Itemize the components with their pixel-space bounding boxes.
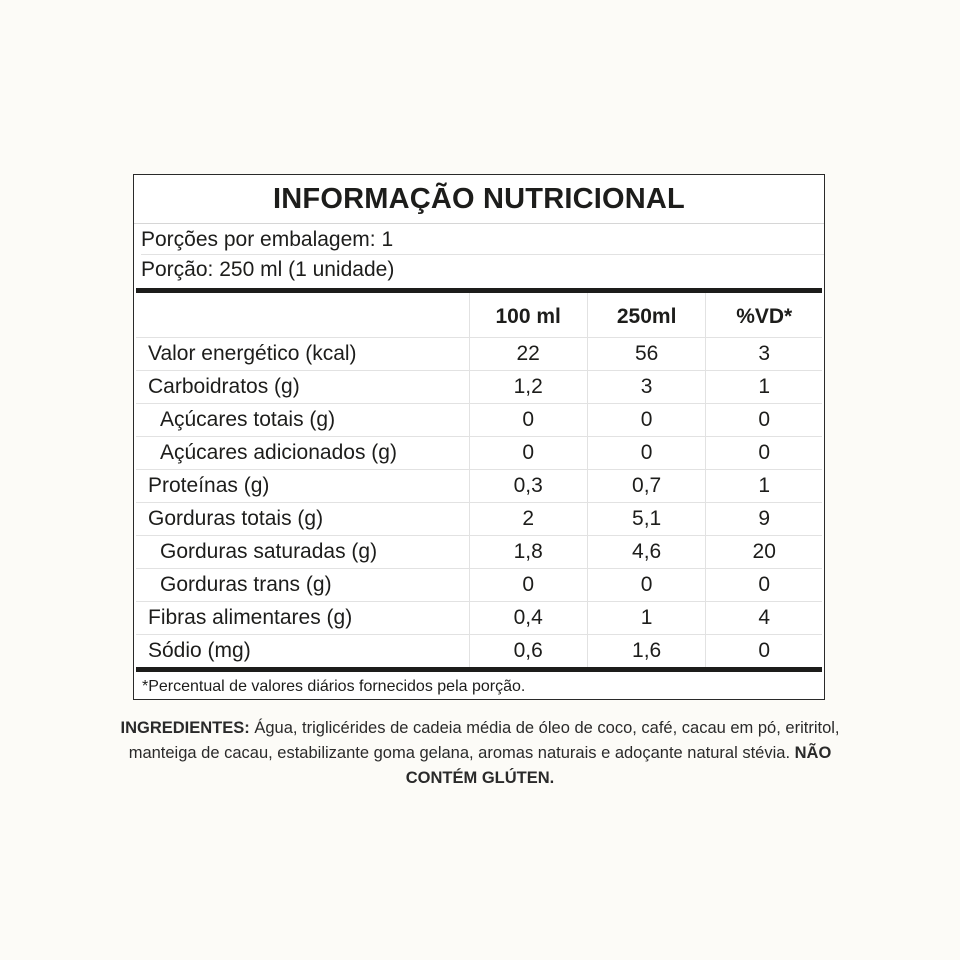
value-100ml: 1,2 — [469, 371, 587, 404]
value-250ml: 3 — [587, 371, 706, 404]
nutrient-name: Valor energético (kcal) — [136, 338, 469, 371]
footnote: *Percentual de valores diários fornecidos pela porção. — [142, 678, 526, 695]
nutrient-name: Gorduras totais (g) — [136, 503, 469, 536]
value-vd: 0 — [706, 635, 822, 668]
value-100ml: 0 — [469, 569, 587, 602]
header-250ml: 250ml — [587, 293, 706, 338]
nutrient-name: Gorduras saturadas (g) — [136, 536, 469, 569]
nutrition-table — [136, 293, 822, 667]
value-100ml: 0,6 — [469, 635, 587, 668]
value-vd: 20 — [706, 536, 822, 569]
value-vd: 9 — [706, 503, 822, 536]
table-row — [136, 338, 822, 371]
value-100ml: 22 — [469, 338, 587, 371]
value-100ml: 0 — [469, 437, 587, 470]
table-row — [136, 437, 822, 470]
value-vd: 3 — [706, 338, 822, 371]
value-100ml: 0 — [469, 404, 587, 437]
value-250ml: 0 — [587, 569, 706, 602]
ingredients-label: INGREDIENTES: — [120, 719, 250, 737]
value-250ml: 56 — [587, 338, 706, 371]
table-row — [136, 602, 822, 635]
value-100ml: 0,3 — [469, 470, 587, 503]
value-100ml: 0,4 — [469, 602, 587, 635]
value-250ml: 1,6 — [587, 635, 706, 668]
nutrient-name: Sódio (mg) — [148, 639, 251, 662]
value-vd: 4 — [706, 602, 822, 635]
nutrient-name: Açúcares totais (g) — [136, 404, 469, 437]
value-250ml: 5,1 — [587, 503, 706, 536]
header-blank — [136, 293, 469, 338]
value-250ml: 0 — [587, 404, 706, 437]
value-100ml: 1,8 — [469, 536, 587, 569]
table-row — [136, 635, 822, 668]
value-250ml: 4,6 — [587, 536, 706, 569]
value-250ml: 0,7 — [587, 470, 706, 503]
table-header-row — [136, 293, 822, 338]
nutrient-name: Fibras alimentares (g) — [136, 602, 469, 635]
nutrient-name: Açúcares adicionados (g) — [136, 437, 469, 470]
value-vd: 0 — [706, 437, 822, 470]
header-vd: %VD* — [706, 293, 822, 338]
nutrient-name: Proteínas (g) — [136, 470, 469, 503]
portion-info — [134, 224, 824, 285]
value-vd: 0 — [706, 404, 822, 437]
label-title: INFORMAÇÃO NUTRICIONAL — [134, 175, 824, 224]
table-row — [136, 371, 822, 404]
portions-per-package: Porções por embalagem: 1 — [141, 224, 824, 255]
table-row — [136, 536, 822, 569]
gluten-warning: NÃO CONTÉM GLÚTEN. — [405, 744, 832, 787]
nutrient-name: Gorduras trans (g) — [136, 569, 469, 602]
portion-size: Porção: 250 ml (1 unidade) — [141, 258, 395, 281]
value-250ml: 0 — [587, 437, 706, 470]
nutrient-name: Carboidratos (g) — [136, 371, 469, 404]
value-vd: 1 — [706, 371, 822, 404]
value-vd: 1 — [706, 470, 822, 503]
table-row — [136, 569, 822, 602]
table-row — [136, 404, 822, 437]
value-100ml: 2 — [469, 503, 587, 536]
ingredients-paragraph — [120, 716, 840, 791]
ingredients-text: Água, triglicérides de cadeia média de óleo de coco, café, cacau em pó, eritritol, manteiga de cacau, estabilizante goma gelana, aromas naturais e adoçante natural stévia. — [128, 719, 840, 762]
nutrition-facts-label — [133, 174, 825, 700]
value-250ml: 1 — [587, 602, 706, 635]
header-100ml: 100 ml — [469, 293, 587, 338]
table-row — [136, 503, 822, 536]
table-row — [136, 470, 822, 503]
value-vd: 0 — [706, 569, 822, 602]
